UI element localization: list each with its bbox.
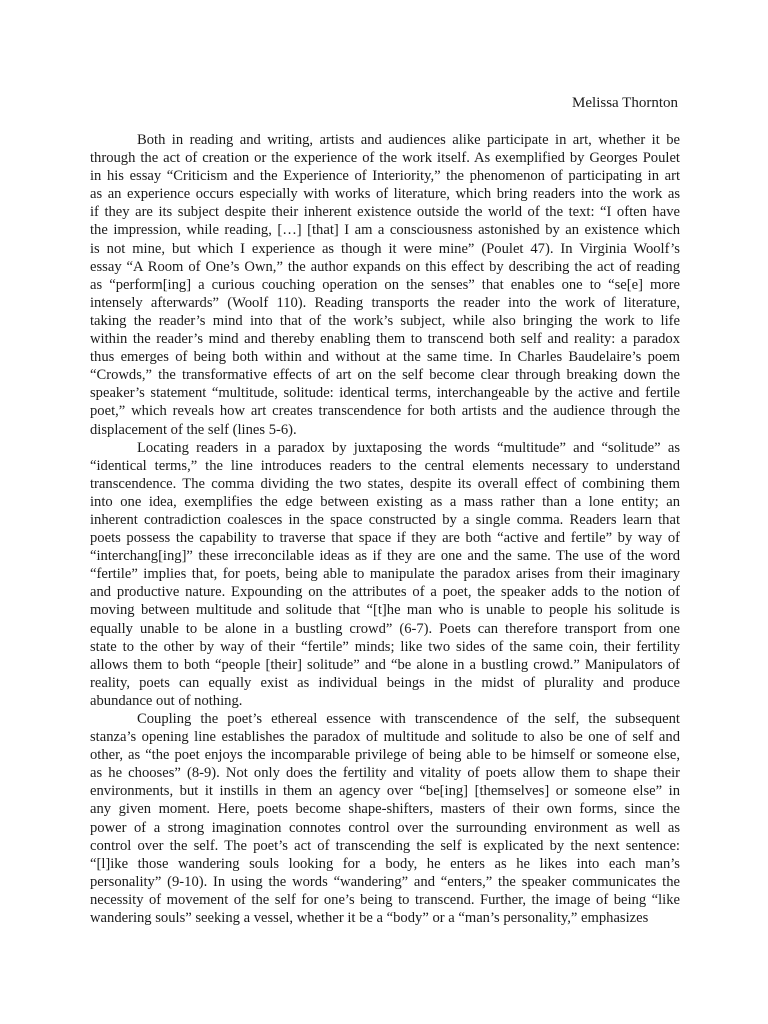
text-line: Locating readers in a paradox by juxtaposing the words “multitude” and “solitude” as [137,439,680,456]
text-line: personality” (9-10). In using the words “wandering” and “enters,” the speaker communicates the [90,873,680,890]
text-line: necessity of movement of the self for one’s being to transcend. Further, the image of being “like [90,891,680,908]
text-line: transcendence. The comma dividing the two states, despite its overall effect of combining them [90,475,680,492]
paragraph [90,710,680,927]
text-line: if they are its subject despite their inherent existence outside the world of the text: “I often have [90,204,680,221]
text-line: “Crowds,” the transformative effects of art on the self become clear through breaking down the [90,367,680,384]
text-line: control over the self. The poet’s act of transcending the self is explicated by the next sentence: [90,837,680,854]
text-line: poets possess the capability to traverse that space if they are both “active and fertile” by way of [90,530,680,547]
essay-body [90,131,680,927]
text-line: within the reader’s mind and thereby enabling them to transcend both self and reality: a paradox [90,331,680,348]
text-line: wandering souls” seeking a vessel, whether it be a “body” or a “man’s personality,” emphasizes [90,910,649,927]
text-line: equally unable to be alone in a bustling crowd” (6-7). Poets can therefore transport from one [90,620,680,637]
text-line: reality, poets can equally exist as individual beings in the midst of plurality and produce [90,674,680,691]
text-line: stanza’s opening line establishes the paradox of multitude and solitude to also be one of self and [90,729,680,746]
text-line: poet,” which reveals how art creates transcendence for both artists and the audience through the [90,403,680,420]
text-line: as “perform[ing] a curious couching operation on the senses” that enables one to “se[e] more [90,276,680,293]
text-line: “interchang[ing]” these irreconcilable ideas as if they are one and the same. The use of the word [90,548,680,565]
text-line: as an experience occurs especially with works of literature, which bring readers into the work as [90,186,680,203]
text-line: state to the other by way of their “fertile” minds; like two sides of the same coin, their fertility [90,638,680,655]
text-line: and productive nature. Expounding on the attributes of a poet, the speaker adds to the notion of [90,584,680,601]
text-line: moving between multitude and solitude that “[t]he man who is unable to people his solitude is [90,602,680,619]
text-line: abundance out of nothing. [90,692,243,709]
text-line: any given moment. Here, poets become shape-shifters, masters of their own forms, since the [90,801,680,818]
text-line: displacement of the self (lines 5-6). [90,421,297,438]
text-line: thus emerges of being both within and without at the same time. In Charles Baudelaire’s poem [90,349,680,366]
paragraph [90,439,680,710]
text-line: other, as “the poet enjoys the incomparable privilege of being able to be himself or someone else, [90,747,680,764]
text-line: in his essay “Criticism and the Experience of Interiority,” the phenomenon of participating in art [90,168,680,185]
text-line: intensely afterwards” (Woolf 110). Reading transports the reader into the work of literature, [90,294,680,311]
text-line: Coupling the poet’s ethereal essence with transcendence of the self, the subsequent [137,711,680,727]
text-line: through the act of creation or the experience of the work itself. As exemplified by Georges Poulet [90,150,680,167]
text-line: as he chooses” (8-9). Not only does the fertility and vitality of poets allow them to shape their [90,765,680,782]
author-name: Melissa Thornton [572,95,678,111]
text-line: essay “A Room of One’s Own,” the author expands on this effect by describing the act of reading [90,258,680,275]
text-line: power of a strong imagination connotes control over the surrounding environment as well as [90,819,680,836]
text-line: environments, but it instills in them an agency over “be[ing] [themselves] or someone else” in [90,783,680,800]
text-line: speaker’s statement “multitude, solitude: identical terms, interchangeable by the active and fertile [90,385,680,402]
text-line: Both in reading and writing, artists and audiences alike participate in art, whether it be [137,132,680,148]
text-line: into one idea, exemplifies the edge between existing as a mass rather than a lone entity; an [90,493,680,510]
paragraph [90,131,680,439]
text-line: “fertile” implies that, for poets, being able to manipulate the paradox arises from their imaginary [90,566,680,583]
text-line: taking the reader’s mind into that of the work’s subject, while also bringing the work to life [90,312,680,329]
text-line: the impression, while reading, […] [that] I am a consciousness astonished by an existence which [90,222,680,239]
text-line: is not mine, but which I experience as though it were mine” (Poulet 47). In Virginia Woolf’s [90,240,680,257]
text-line: “identical terms,” the line introduces readers to the central elements necessary to understand [90,457,680,474]
text-line: inherent contradiction coalesces in the space constructed by a single comma. Readers learn that [90,511,680,528]
text-line: “[l]ike those wandering souls looking for a body, he enters as he likes into each man’s [90,855,680,872]
text-line: allows them to both “people [their] solitude” and “be alone in a bustling crowd.” Manipulators of [90,656,680,673]
